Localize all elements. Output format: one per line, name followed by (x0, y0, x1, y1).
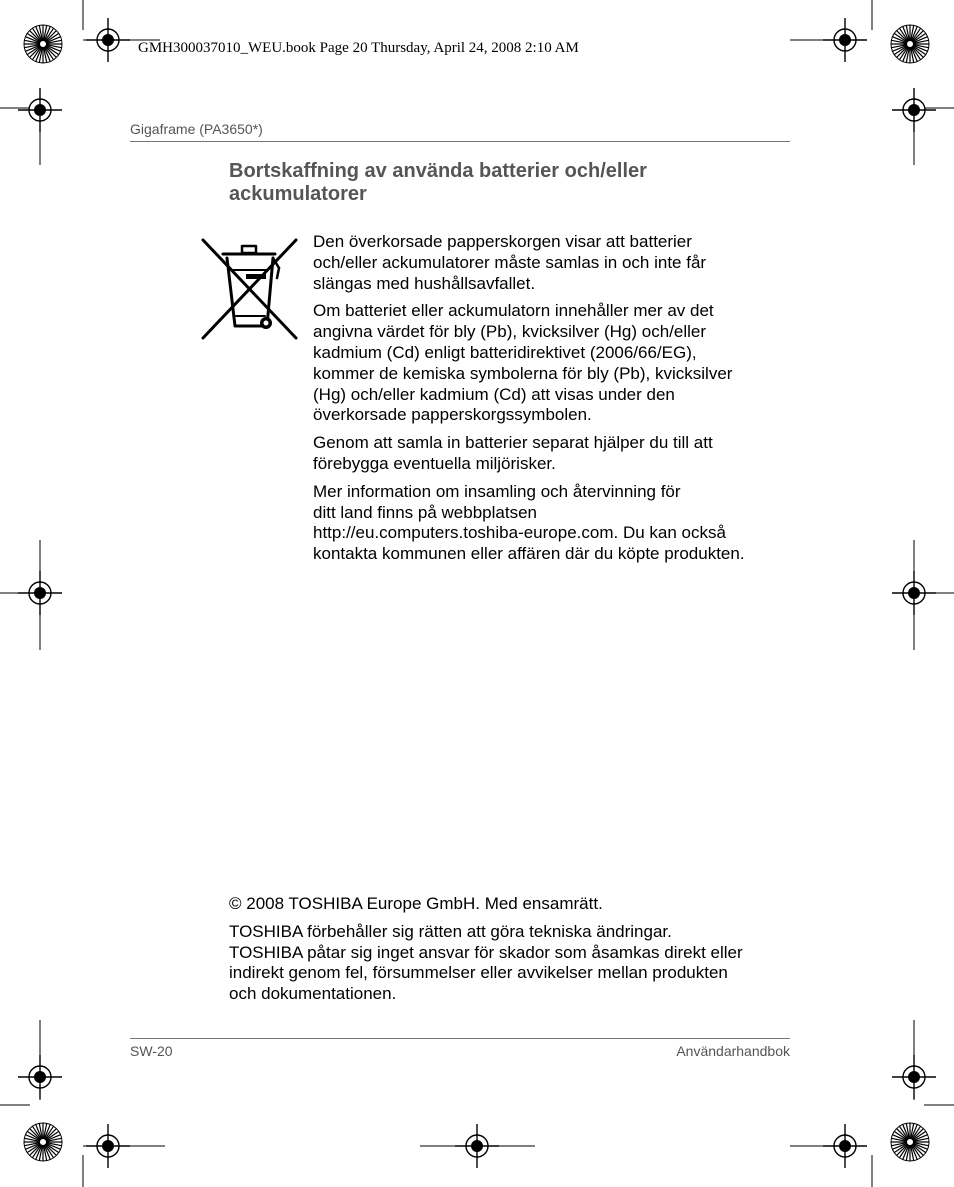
legal-notice (229, 894, 799, 1012)
paragraph (313, 433, 793, 475)
registration-mark-icon (18, 88, 62, 132)
registration-mark-icon (18, 1055, 62, 1099)
text-line: Om batteriet eller ackumulatorn innehåller mer av det (313, 301, 714, 321)
registration-mark-icon (892, 1055, 936, 1099)
text-line: överkorsade papperskorgssymbolen. (313, 405, 592, 425)
paragraph (313, 232, 793, 294)
registration-mark-icon (86, 18, 130, 62)
text-line: ditt land finns på webbplatsen (313, 502, 537, 522)
registration-mark-icon (86, 1124, 130, 1168)
print-slug: GMH300037010_WEU.book Page 20 Thursday, April 24, 2008 2:10 AM (138, 40, 579, 56)
footer-rule (130, 1038, 790, 1039)
disclaimer (229, 922, 799, 1005)
text-line: kontakta kommunen eller affären där du köpte produkten. (313, 544, 745, 564)
text-line: förebygga eventuella miljörisker. (313, 453, 556, 473)
star-target-icon (891, 25, 929, 63)
book-title: Användarhandbok (676, 1043, 790, 1059)
star-target-icon (891, 1123, 929, 1161)
registration-mark-icon (18, 571, 62, 615)
text-line: kommer de kemiska symbolerna för bly (Pb), kvicksilver (313, 363, 733, 383)
heading-line: ackumulatorer (229, 183, 367, 205)
text-line: TOSHIBA förbehåller sig rätten att göra tekniska ändringar. (229, 921, 672, 941)
text-line: slängas med hushållsavfallet. (313, 273, 536, 293)
text-line: indirekt genom fel, försummelser eller avvikelser mellan produkten (229, 963, 728, 983)
section-body (313, 232, 793, 572)
text-line: och dokumentationen. (229, 984, 397, 1004)
text-line: kadmium (Cd) enligt batteridirektivet (2006/66/EG), (313, 342, 697, 362)
text-line: TOSHIBA påtar sig inget ansvar för skador som åsamkas direkt eller (229, 942, 743, 962)
paragraph (313, 301, 793, 426)
running-header: Gigaframe (PA3650*) (130, 121, 263, 137)
crossed-out-wheelie-bin-icon (199, 234, 300, 347)
section-heading (229, 160, 749, 206)
registration-mark-icon (823, 1124, 867, 1168)
heading-line: Bortskaffning av använda batterier och/eller (229, 160, 647, 182)
text-line: och/eller ackumulatorer måste samlas in och inte får (313, 252, 707, 272)
page-number: SW-20 (130, 1043, 173, 1059)
text-line: angivna värdet för bly (Pb), kvicksilver (Hg) och/eller (313, 322, 707, 342)
text-line: Genom att samla in batterier separat hjälper du till att (313, 433, 713, 453)
star-target-icon (24, 25, 62, 63)
copyright-line: © 2008 TOSHIBA Europe GmbH. Med ensamrätt. (229, 894, 603, 913)
registration-mark-icon (455, 1124, 499, 1168)
registration-mark-icon (823, 18, 867, 62)
registration-mark-icon (892, 88, 936, 132)
header-rule (130, 141, 790, 142)
text-line: (Hg) och/eller kadmium (Cd) att visas under den (313, 384, 675, 404)
text-line: http://eu.computers.toshiba-europe.com. Du kan också (313, 523, 726, 543)
paragraph (313, 482, 793, 565)
text-line: Den överkorsade papperskorgen visar att batterier (313, 232, 692, 251)
star-target-icon (24, 1123, 62, 1161)
text-line: Mer information om insamling och återvinning för (313, 481, 681, 501)
registration-mark-icon (892, 571, 936, 615)
